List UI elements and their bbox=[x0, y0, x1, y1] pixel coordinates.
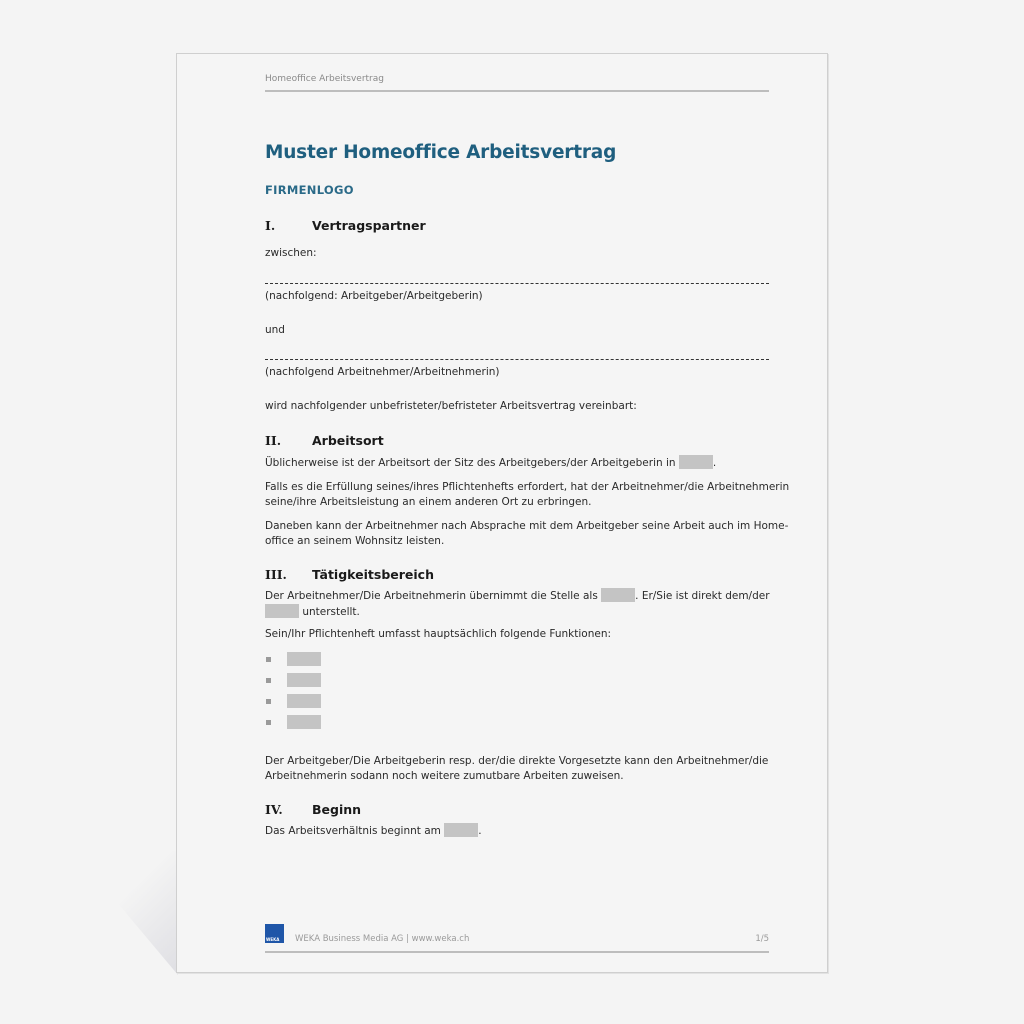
position-field[interactable] bbox=[601, 588, 635, 602]
section-title: Tätigkeitsbereich bbox=[312, 567, 434, 582]
page-shadow bbox=[60, 850, 178, 975]
arbeitsort-paragraph-3: Daneben kann der Arbeitnehmer nach Absprache mit dem Arbeitgeber seine Arbeit auch im Home- office an seinem Wohnsitz leisten. bbox=[265, 520, 789, 547]
section-number: II. bbox=[265, 433, 282, 448]
employer-signature-line[interactable] bbox=[265, 283, 769, 285]
section-title: Vertragspartner bbox=[312, 218, 426, 233]
arbeitsort-paragraph-2: Falls es die Erfüllung seines/ihres Pflichtenhefts erfordert, hat der Arbeitnehmer/die Arbeitnehmerin seine/ihre Arbeitsleistung an einem anderen Ort zu erbringen. bbox=[265, 481, 790, 508]
footer-rule bbox=[265, 951, 769, 953]
employee-signature-line[interactable] bbox=[265, 359, 769, 361]
bullet-icon bbox=[266, 720, 271, 725]
section-number: I. bbox=[265, 218, 276, 233]
supervisor-field[interactable] bbox=[265, 604, 299, 618]
employee-caption: (nachfolgend Arbeitnehmer/Arbeitnehmerin) bbox=[265, 366, 500, 378]
running-header: Homeoffice Arbeitsvertrag bbox=[265, 74, 384, 84]
und-text: und bbox=[265, 324, 285, 336]
footer-text: WEKA Business Media AG | www.weka.ch bbox=[295, 934, 470, 944]
function-field-1[interactable] bbox=[287, 652, 321, 666]
bullet-icon bbox=[266, 699, 271, 704]
function-field-4[interactable] bbox=[287, 715, 321, 729]
document-page bbox=[176, 53, 828, 973]
header-rule bbox=[265, 90, 769, 92]
beginn-paragraph: Das Arbeitsverhältnis beginnt am . bbox=[265, 825, 482, 837]
section-number: IV. bbox=[265, 802, 283, 817]
function-field-3[interactable] bbox=[287, 694, 321, 708]
zwischen-text: zwischen: bbox=[265, 247, 317, 259]
city-field[interactable] bbox=[679, 455, 713, 469]
weka-logo-icon: WEKA bbox=[265, 924, 284, 943]
section-title: Beginn bbox=[312, 802, 362, 817]
agreement-text: wird nachfolgender unbefristeter/befristeter Arbeitsvertrag vereinbart: bbox=[265, 400, 637, 412]
section-heading-1 bbox=[265, 218, 565, 234]
section-heading-4 bbox=[265, 802, 565, 818]
logo-placeholder: FIRMENLOGO bbox=[265, 183, 354, 197]
functions-intro: Sein/Ihr Pflichtenheft umfasst hauptsächlich folgende Funktionen: bbox=[265, 628, 612, 640]
page-number: 1/5 bbox=[755, 934, 769, 944]
bullet-icon bbox=[266, 657, 271, 662]
employer-caption: (nachfolgend: Arbeitgeber/Arbeitgeberin) bbox=[265, 290, 483, 302]
section-number: III. bbox=[265, 567, 287, 582]
section-title: Arbeitsort bbox=[312, 433, 384, 448]
section-heading-3 bbox=[265, 567, 565, 583]
function-field-2[interactable] bbox=[287, 673, 321, 687]
section-heading-2 bbox=[265, 433, 565, 449]
taetigkeit-paragraph-1: Der Arbeitnehmer/Die Arbeitnehmerin übernimmt die Stelle als . Er/Sie ist direkt dem/der unterstellt. bbox=[265, 590, 770, 618]
bullet-icon bbox=[266, 678, 271, 683]
start-date-field[interactable] bbox=[444, 823, 478, 837]
document-title: Muster Homeoffice Arbeitsvertrag bbox=[265, 142, 617, 163]
arbeitsort-paragraph-1: Üblicherweise ist der Arbeitsort der Sitz des Arbeitgebers/der Arbeitgeberin in . bbox=[265, 457, 717, 469]
taetigkeit-paragraph-3: Der Arbeitgeber/Die Arbeitgeberin resp. der/die direkte Vorgesetzte kann den Arbeitnehmer/die Arbeitnehmerin sodann noch weitere zumutbare Arbeiten zuweisen. bbox=[265, 755, 769, 782]
